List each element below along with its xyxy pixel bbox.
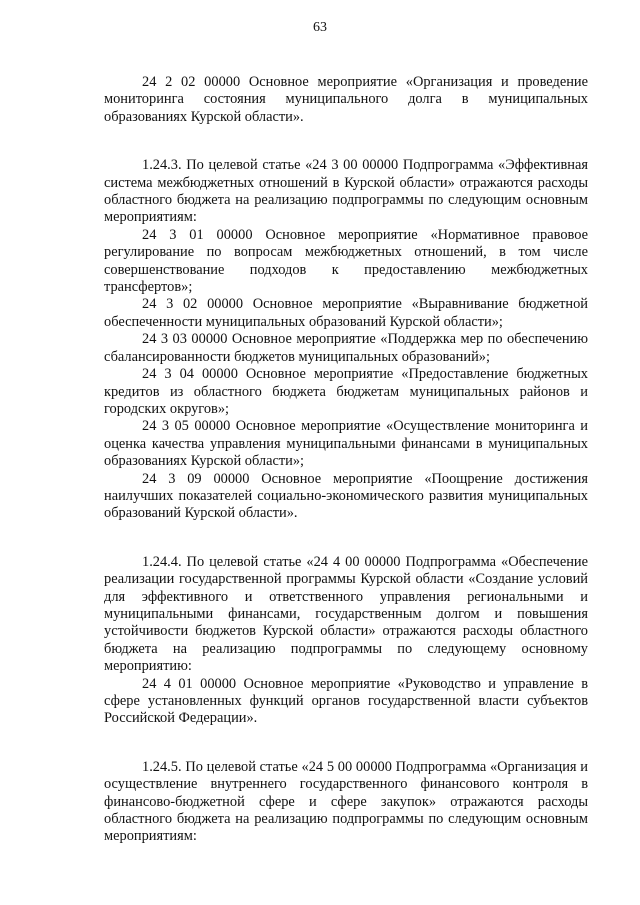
paragraph-measure-24-3-01: 24 3 01 00000 Основное мероприятие «Нормативное правовое регулирование по вопросам межбюджетных отношений, в том числе совершенствование подходов к предоставлению межбюджетных трансфертов»; bbox=[104, 226, 588, 296]
paragraph-measure-24-2-02: 24 2 02 00000 Основное мероприятие «Организация и проведение мониторинга состояния муниципального долга в муниципальных образованиях Курской области». bbox=[104, 74, 588, 125]
paragraph-measure-24-3-03: 24 3 03 00000 Основное мероприятие «Поддержка мер по обеспечению сбалансированности бюджетов муниципальных образований»; bbox=[104, 331, 588, 365]
paragraph-measure-24-4-01: 24 4 01 00000 Основное мероприятие «Руководство и управление в сфере установленных функций органов государственной власти субъектов Российской Федерации». bbox=[104, 675, 588, 727]
page-number: 63 bbox=[313, 20, 327, 35]
paragraph-measure-24-3-09: 24 3 09 00000 Основное мероприятие «Поощрение достижения наилучших показателей социально-экономического развития муниципальных образований Курской области». bbox=[104, 470, 588, 522]
paragraph-article-1-24-3: 1.24.3. По целевой статье «24 3 00 00000 Подпрограмма «Эффективная система межбюджетных отношений в Курской области» отражаются расходы областного бюджета на реализацию подпрограммы по следующим основным мероприятиям: bbox=[104, 157, 588, 226]
paragraph-measure-24-3-05: 24 3 05 00000 Основное мероприятие «Осуществление мониторинга и оценка качества управления муниципальными финансами в муниципальных образованиях Курской области»; bbox=[104, 418, 588, 470]
paragraph-measure-24-3-02: 24 3 02 00000 Основное мероприятие «Выравнивание бюджетной обеспеченности муниципальных образований Курской области»; bbox=[104, 296, 588, 330]
document-body bbox=[104, 74, 588, 846]
paragraph-measure-24-3-04: 24 3 04 00000 Основное мероприятие «Предоставление бюджетных кредитов из областного бюджета бюджетам муниципальных районов и городских округов»; bbox=[104, 366, 588, 417]
paragraph-article-1-24-5: 1.24.5. По целевой статье «24 5 00 00000 Подпрограмма «Организация и осуществление внутреннего государственного финансового контроля в финансово-бюджетной сфере и сфере закупок» отражаются расходы областного бюджета на реализацию подпрограммы по следующим основным мероприятиям: bbox=[104, 758, 588, 845]
paragraph-article-1-24-4: 1.24.4. По целевой статье «24 4 00 00000 Подпрограмма «Обеспечение реализации государственной программы Курской области «Создание условий для эффективного и ответственного управления региональными и муниципальными финансами, государственным долгом и повышения устойчивости бюджетов Курской области» отражаются расходы областного бюджета на реализацию подпрограммы по следующему основному мероприятию: bbox=[104, 553, 588, 675]
